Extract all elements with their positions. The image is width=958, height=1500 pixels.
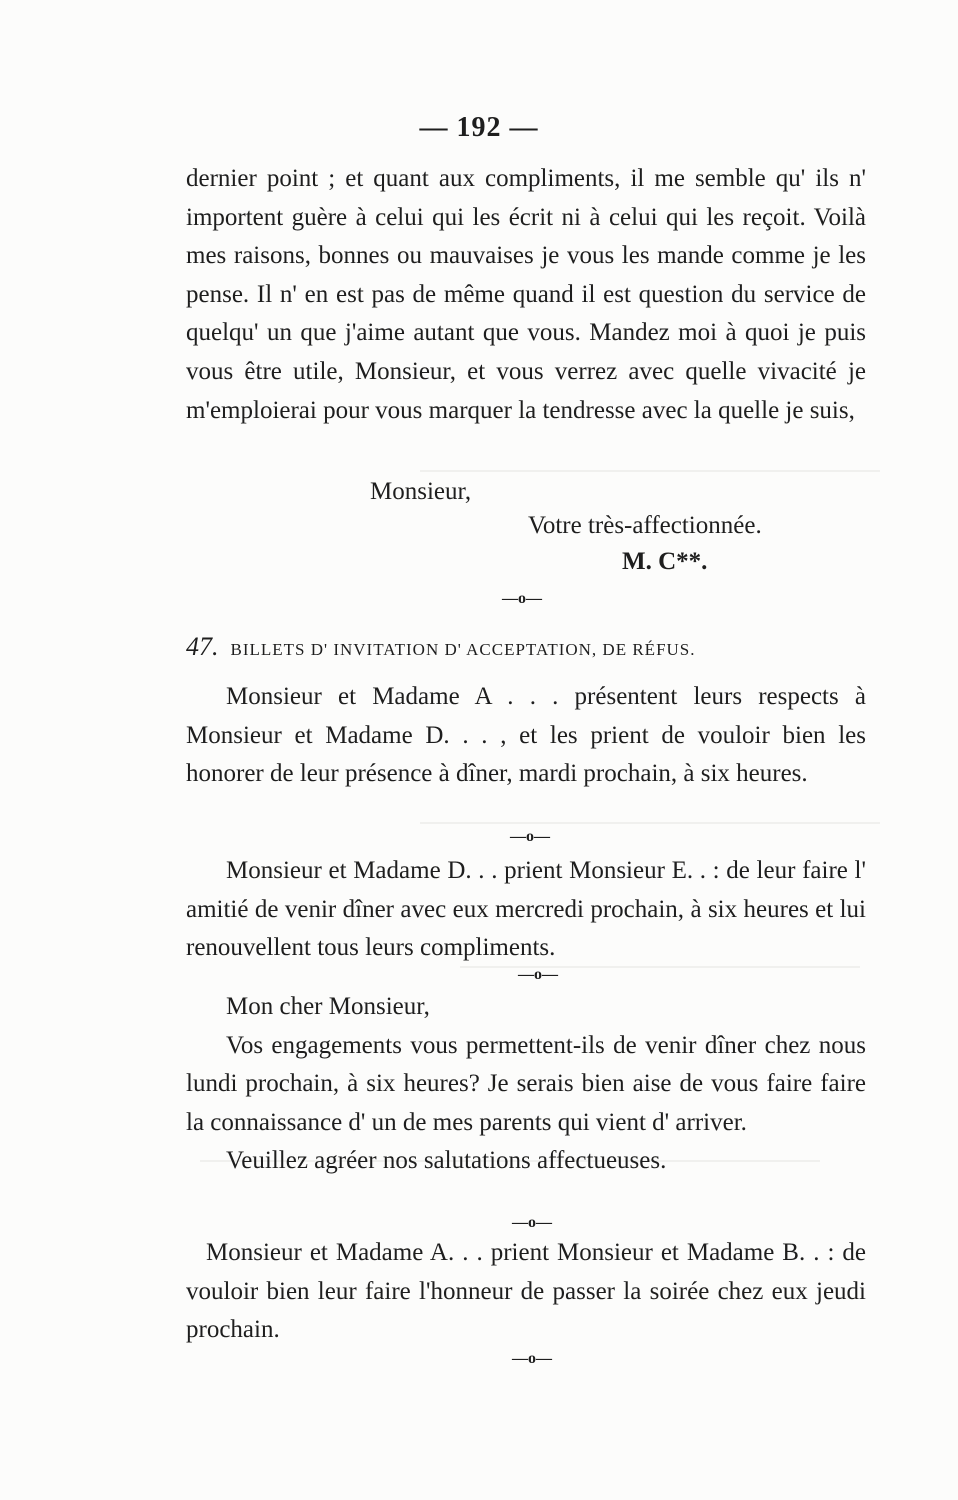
section-heading — [186, 632, 876, 662]
letter-end-text: dernier point ; et quant aux compliments, il me semble qu' ils n' importent guère à celui qui les écrit ni à celui qui les reçoit. Voilà mes raisons, bonnes ou mauvaises je vous les mande comme je les pense. Il n' en est pas de même quand il est question du service de quelqu' un que j'aime autant que vous. Mandez moi à quoi je puis vous être utile, Monsieur, et vous verrez avec quelle vivacité je m'emploierai pour vous marquer la tendresse avec la quelle je suis, — [186, 165, 866, 424]
invitation-second — [186, 852, 866, 968]
separator-mark: —o— — [518, 966, 558, 983]
letter-closing: Votre très-affectionnée. — [528, 512, 762, 539]
separator-mark: —o— — [512, 1214, 552, 1231]
separator-mark: —o— — [510, 828, 550, 845]
show-through-mark — [420, 822, 880, 824]
invitation-second-text: Monsieur et Madame D. . . prient Monsieur E. . : de leur faire l' amitié de venir dîner avec eux mercredi prochain, à six heures et lui renouvellent tous leurs compliments. — [186, 857, 866, 962]
section-title: BILLETS D' INVITATION D' ACCEPTATION, DE RÉFUS. — [230, 640, 696, 659]
section-number: 47. — [186, 632, 219, 661]
show-through-mark — [420, 470, 880, 472]
invitation-third — [186, 988, 866, 1181]
page-number: — 192 — — [419, 112, 539, 143]
invitation-third-text: Vos engagements vous permettent-ils de venir dîner chez nous lundi prochain, à six heures? Je serais bien aise de vous faire faire la connaissance d' un de mes parents qui vient d' arriver. — [186, 1031, 866, 1136]
separator-mark: —o— — [502, 590, 542, 607]
invitation-fourth-text: Monsieur et Madame A. . . prient Monsieur et Madame B. . : de vouloir bien leur faire l'honneur de passer la soirée chez eux jeudi prochain. — [186, 1239, 866, 1344]
letter-salutation: Monsieur, — [370, 478, 472, 505]
invitation-fourth — [186, 1234, 866, 1350]
separator-mark: —o— — [512, 1350, 552, 1367]
invitation-first — [186, 678, 866, 794]
invitation-third-salutation: Mon cher Monsieur, — [226, 993, 430, 1020]
invitation-third-closing: Veuillez agréer nos salutations affectueuses. — [226, 1147, 667, 1175]
letter-signature: M. C**. — [622, 548, 708, 575]
letter-end-paragraph — [186, 160, 866, 430]
invitation-first-text: Monsieur et Madame A . . . présentent leurs respects à Monsieur et Madame D. . . , et les prient de vouloir bien les honorer de leur présence à dîner, mardi prochain, à six heures. — [186, 683, 866, 788]
